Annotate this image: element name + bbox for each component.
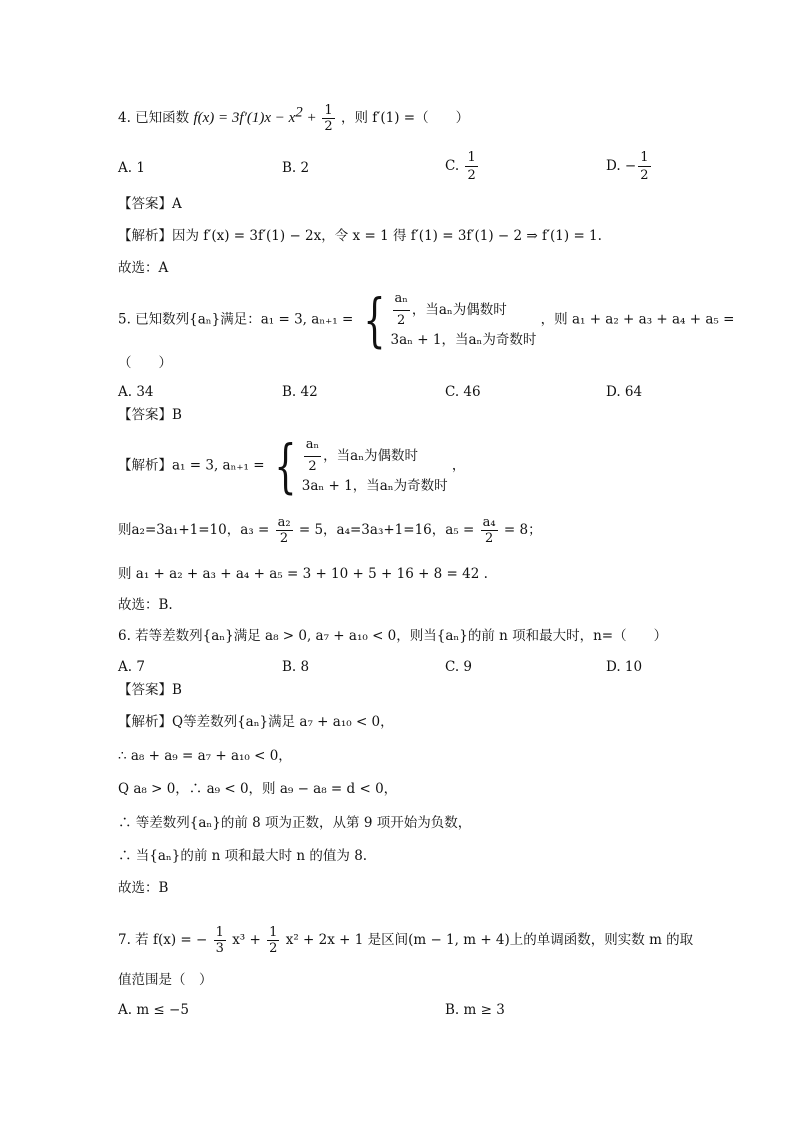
- q4-stem-prefix: 4. 已知函数: [118, 110, 190, 126]
- q6-analysis-l4: ∴ 等差数列{aₙ}的前 8 项为正数，从第 9 项开始为负数，: [118, 815, 472, 831]
- q6-conclusion: 故选：B: [118, 880, 169, 896]
- q4-option-c: [445, 150, 480, 183]
- q7-fraction-half: [267, 926, 279, 955]
- q4-plus: +: [302, 110, 321, 126]
- q6-option-d: D. 10: [606, 659, 643, 675]
- q5-analysis-cases: [302, 436, 448, 496]
- q5-analysis-comma: ，: [451, 457, 466, 474]
- q4-option-a: A. 1: [118, 160, 145, 176]
- q4-option-d-label: D. −: [606, 158, 637, 174]
- q7-f1-num: 1: [215, 925, 224, 940]
- q4-option-b: B. 2: [282, 160, 310, 176]
- q7-option-a: A. m ≤ −5: [118, 1002, 189, 1018]
- q4-half-fraction: [322, 104, 334, 133]
- q7-f2-den: 2: [269, 941, 278, 956]
- q5-conclusion: 故选：B.: [118, 597, 173, 613]
- q5-analysis-case-even: [302, 436, 448, 477]
- q4-answer: 【答案】A: [118, 196, 182, 212]
- q5-option-c: C. 46: [445, 384, 481, 400]
- q5-analysis-brace: {: [274, 432, 297, 501]
- q4-option-c-den: 2: [467, 168, 476, 183]
- q5-case-even: [391, 290, 537, 331]
- q5-stem-prefix: 5. 已知数列{aₙ}满足：a₁ = 3, aₙ₊₁ =: [118, 311, 354, 328]
- q4-half-num: 1: [324, 103, 333, 118]
- q5-option-d: D. 64: [606, 384, 643, 400]
- q6-option-a: A. 7: [118, 659, 145, 675]
- q5-step1-fraction-a5: [481, 516, 498, 545]
- q5-case-odd: 3aₙ + 1，当aₙ为奇数时: [390, 331, 537, 348]
- q7-stem: [118, 926, 693, 955]
- q7-f2-num: 1: [269, 925, 278, 940]
- q4-option-d-fraction: [638, 150, 650, 183]
- q5-step1: [118, 516, 542, 545]
- q7-f1-den: 3: [215, 941, 224, 956]
- q5-step1-fraction-a3: [276, 516, 293, 545]
- q5-analysis-case-even-den: 2: [308, 458, 317, 474]
- q5-analysis-piecewise: [269, 432, 448, 501]
- q6-analysis-l2: ∴ a₈ + a₉ = a₇ + a₁₀ < 0，: [118, 748, 292, 764]
- q4-option-c-label: C.: [445, 158, 464, 174]
- q6-answer: 【答案】B: [118, 682, 182, 698]
- q7-fraction-third: [214, 926, 226, 955]
- q5-step1-b: = 5，a₄=3a₃+1=16，a₅ =: [298, 522, 475, 538]
- q5-analysis-case-even-num: aₙ: [304, 436, 321, 457]
- q4-option-d-num: 1: [640, 150, 649, 165]
- q5-case-even-den: 2: [397, 312, 406, 328]
- q6-analysis-l3: Q a₈ > 0，∴ a₉ < 0，则 a₉ − a₈ = d < 0，: [118, 781, 398, 797]
- q4-option-d-den: 2: [640, 168, 649, 183]
- q7-option-b: B. m ≥ 3: [445, 1002, 505, 1018]
- q7-stem-c: x² + 2x + 1 是区间(m − 1, m + 4)上的单调函数，则实数 m 的取: [285, 932, 694, 948]
- q5-step1-f2-den: 2: [484, 531, 494, 546]
- q5-analysis-case-even-fraction: [304, 436, 321, 477]
- q4-analysis: 【解析】因为 f′(x) = 3f′(1) − 2x，令 x = 1 得 f′(1) = 3f′(1) − 2 ⇒ f′(1) = 1.: [118, 228, 602, 244]
- q4-lhs: f(x) = 3f′(1)x − x: [193, 110, 296, 126]
- q4-stem: [118, 104, 469, 133]
- q5-analysis-prefix: 【解析】a₁ = 3, aₙ₊₁ =: [118, 457, 265, 474]
- q5-stem: [118, 286, 735, 355]
- q5-step1-f1-den: 2: [279, 531, 289, 546]
- q5-analysis-case-odd: 3aₙ + 1，当aₙ为奇数时: [301, 477, 448, 494]
- q4-exp: 2: [295, 104, 303, 121]
- q4-option-c-num: 1: [467, 150, 476, 165]
- q6-stem: 6. 若等差数列{aₙ}满足 a₈ > 0, a₇ + a₁₀ < 0，则当{aₙ}的前 n 项和最大时，n=（ ）: [118, 628, 668, 644]
- q5-case-even-text: ，当aₙ为偶数时: [411, 301, 507, 318]
- q5-analysis: [118, 432, 466, 501]
- q5-answer: 【答案】B: [118, 407, 182, 423]
- q5-blank: （ ）: [118, 355, 172, 371]
- q5-cases: [391, 290, 537, 350]
- q7-stem-b: x³ +: [232, 932, 261, 948]
- q4-half-den: 2: [324, 119, 333, 134]
- q4-option-d: [606, 150, 653, 183]
- q5-brace: {: [362, 286, 386, 355]
- q5-case-even-fraction: [393, 290, 410, 331]
- q6-analysis-l1: 【解析】Q等差数列{aₙ}满足 a₇ + a₁₀ < 0，: [118, 714, 394, 730]
- q5-step2: 则 a₁ + a₂ + a₃ + a₄ + a₅ = 3 + 10 + 5 + 16 + 8 = 42 .: [118, 566, 488, 582]
- q6-option-c: C. 9: [445, 659, 473, 675]
- q5-step1-a: 则a₂=3a₁+1=10，a₃ =: [118, 522, 270, 538]
- q7-stem-a: 7. 若 f(x) = −: [118, 932, 208, 948]
- q6-option-b: B. 8: [282, 659, 310, 675]
- q7-stem-line2: 值范围是（ ）: [118, 972, 213, 988]
- q5-analysis-case-even-text: ，当aₙ为偶数时: [323, 447, 419, 464]
- q5-stem-suffix: ，则 a₁ + a₂ + a₃ + a₄ + a₅ =: [540, 311, 735, 328]
- q5-piecewise: [358, 286, 537, 355]
- q6-analysis-l5: ∴ 当{aₙ}的前 n 项和最大时 n 的值为 8.: [118, 848, 368, 864]
- q4-stem-suffix: ，则 f′(1) =（ ）: [341, 110, 470, 126]
- q5-case-even-num: aₙ: [393, 290, 410, 311]
- q4-option-c-fraction: [465, 150, 477, 183]
- q5-step1-c: = 8；: [503, 522, 542, 538]
- q5-step1-f2-num: a₄: [482, 515, 496, 530]
- q5-step1-f1-num: a₂: [277, 515, 291, 530]
- q5-option-b: B. 42: [282, 384, 318, 400]
- q5-option-a: A. 34: [118, 384, 154, 400]
- q4-conclusion: 故选：A: [118, 260, 169, 276]
